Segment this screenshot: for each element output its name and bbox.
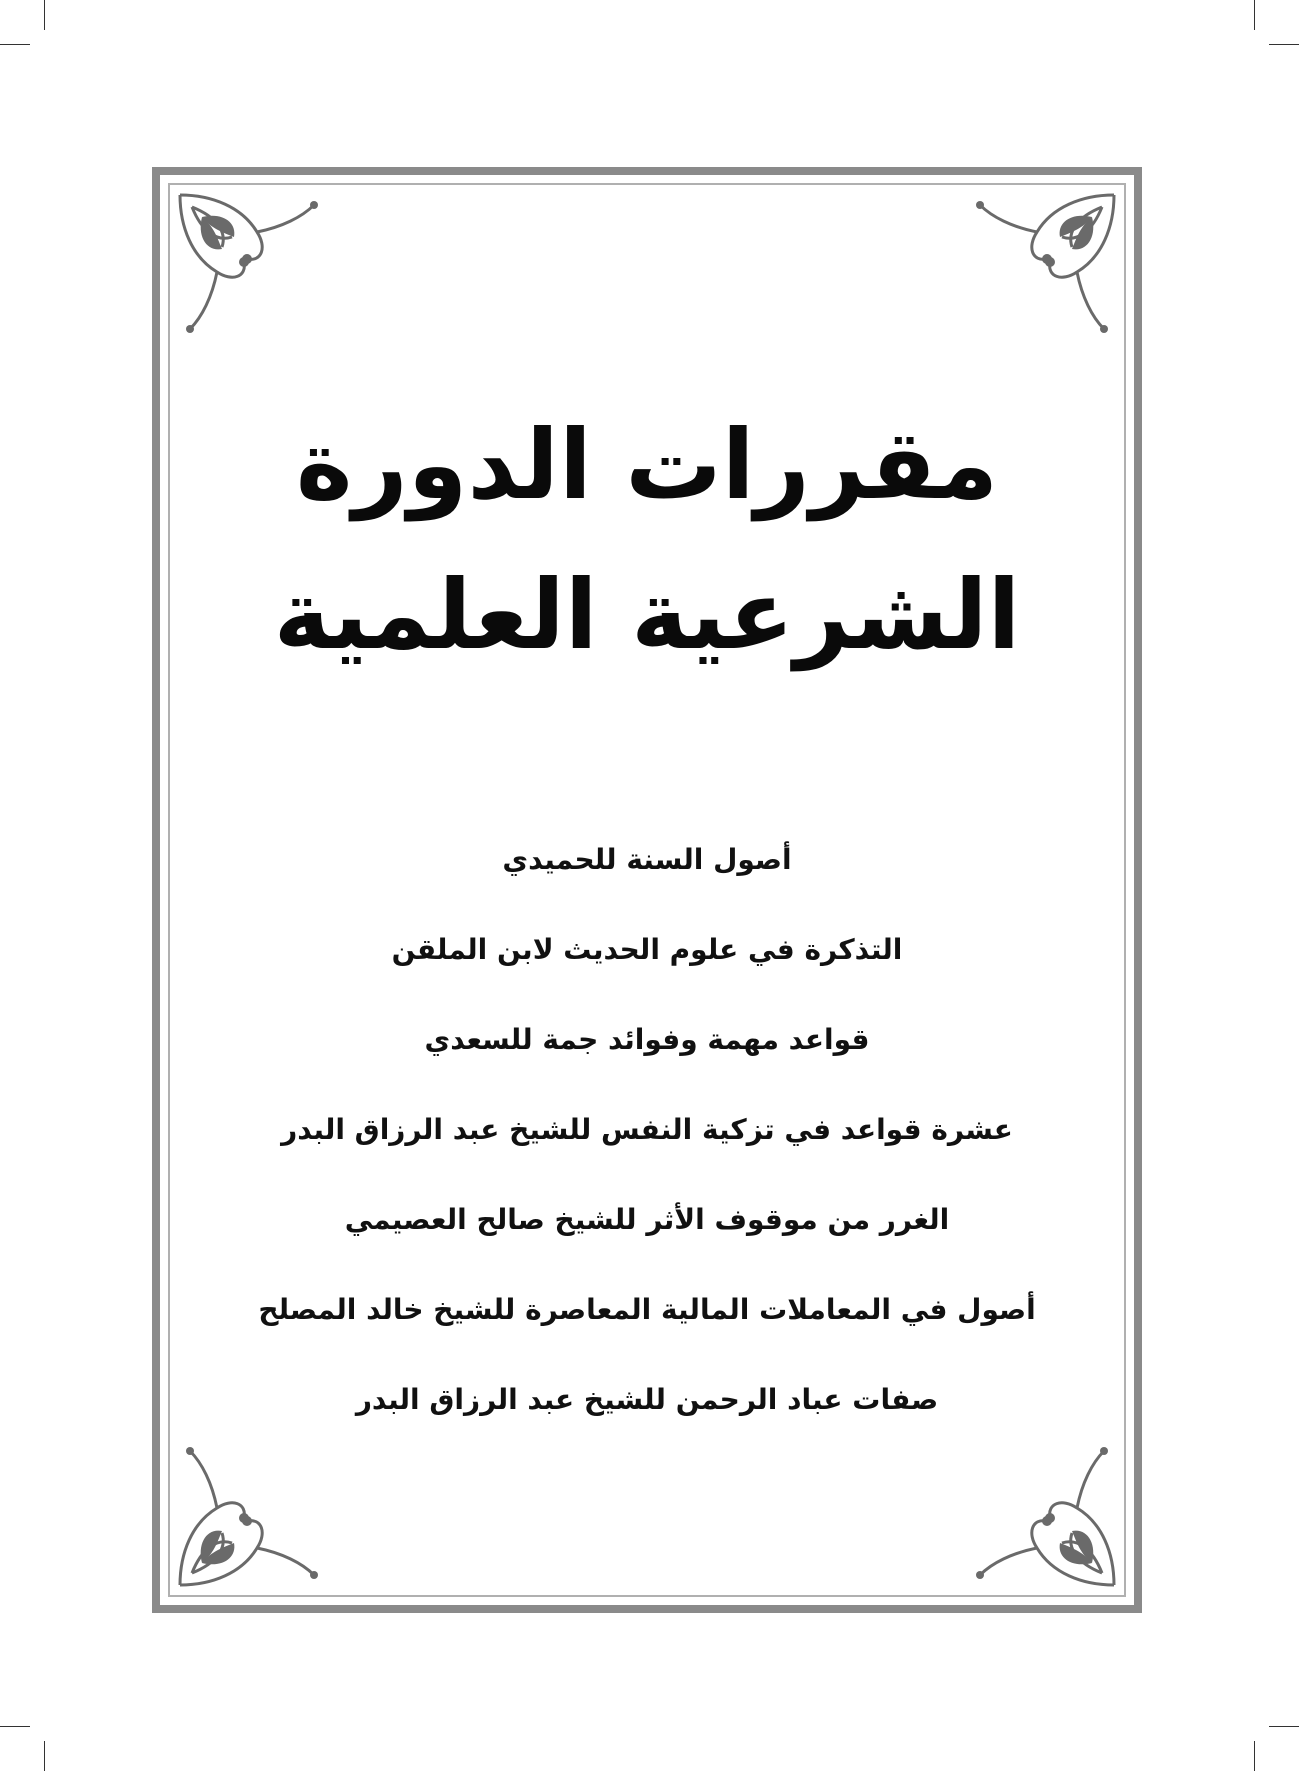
corner-ornament-icon	[172, 187, 322, 337]
crop-mark	[1269, 1726, 1299, 1727]
contents-list	[160, 815, 1134, 1445]
corner-ornament-icon	[972, 187, 1122, 337]
list-item: الغرر من موقوف الأثر للشيخ صالح العصيمي	[344, 1203, 950, 1236]
crop-mark	[1254, 0, 1255, 30]
corner-ornament-icon	[972, 1443, 1122, 1593]
list-item: قواعد مهمة وفوائد جمة للسعدي	[424, 1023, 870, 1056]
list-item: أصول في المعاملات المالية المعاصرة للشيخ خالد المصلح	[258, 1293, 1036, 1326]
crop-mark	[1269, 44, 1299, 45]
page-title	[160, 390, 1134, 690]
corner-ornament-icon	[172, 1443, 322, 1593]
crop-mark	[0, 1726, 30, 1727]
list-item: صفات عباد الرحمن للشيخ عبد الرزاق البدر	[355, 1383, 939, 1416]
title-line-1: مقررات الدورة	[295, 409, 999, 521]
crop-mark	[1254, 1741, 1255, 1771]
list-item: التذكرة في علوم الحديث لابن الملقن	[391, 933, 903, 966]
decorative-frame	[152, 167, 1142, 1613]
crop-mark	[44, 0, 45, 30]
list-item: أصول السنة للحميدي	[502, 843, 792, 876]
crop-mark	[0, 44, 30, 45]
list-item: عشرة قواعد في تزكية النفس للشيخ عبد الرزاق البدر	[281, 1113, 1013, 1146]
crop-mark	[44, 1741, 45, 1771]
title-line-2: الشرعية العلمية	[273, 559, 1021, 671]
